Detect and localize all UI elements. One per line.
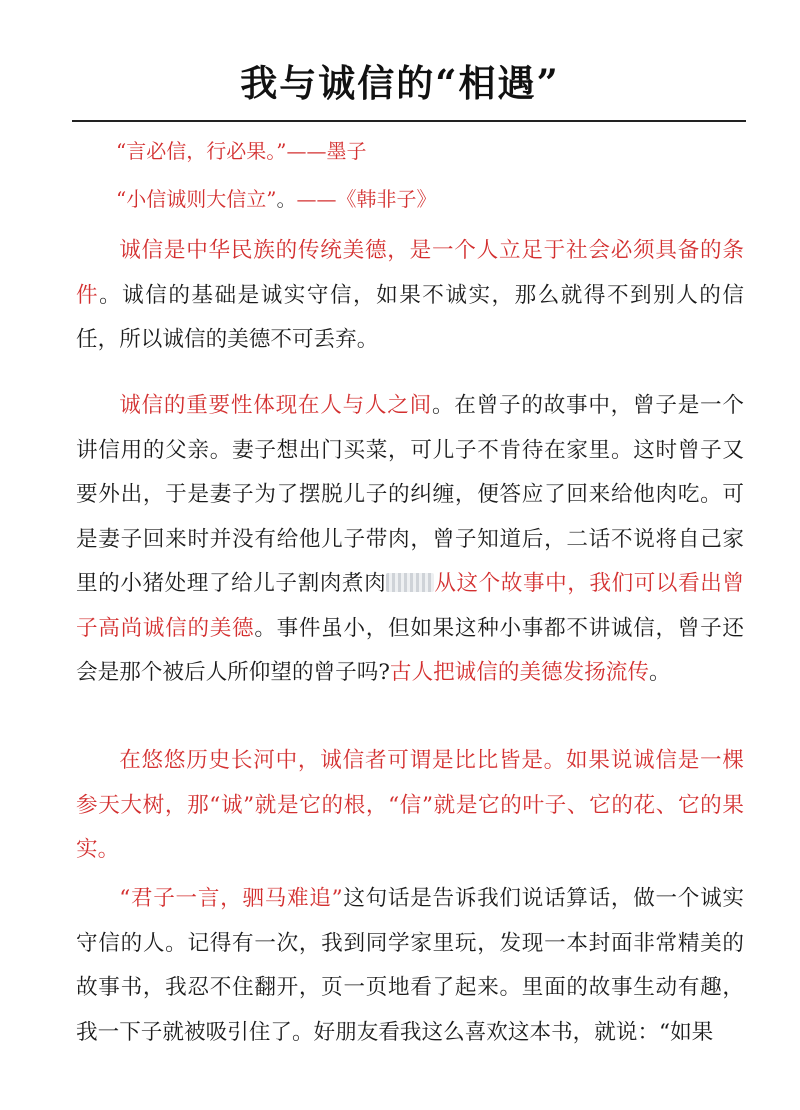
title-divider xyxy=(72,120,746,122)
paragraph-2-body-2: 。事件虽小，但如果这种小事都不讲诚信，曾子还会是那个被后人所仰望的曾子吗? xyxy=(76,615,744,685)
paragraph-4-highlight: “君子一言，驷马难追” xyxy=(119,886,343,911)
paragraph-2 xyxy=(76,384,744,696)
paragraph-2-highlight-3: 古人把诚信的美德发扬流传 xyxy=(389,660,650,685)
paragraph-3-highlight: 在悠悠历史长河中，诚信者可谓是比比皆是。如果说诚信是一棵参天大树，那“诚”就是它的根，“信”就是它的叶子、它的花、它的果实。 xyxy=(76,748,744,862)
paragraph-1 xyxy=(76,229,744,363)
paragraph-2-highlight-1: 诚信的重要性体现在人与人之间 xyxy=(119,393,432,418)
quote-hanfeizi xyxy=(116,184,436,214)
paragraph-2-end: 。 xyxy=(649,660,671,685)
quote-mozi xyxy=(116,136,366,166)
quote-mozi-text: “言必信，行必果。”——墨子 xyxy=(116,139,367,163)
quote-hanfeizi-source: ——《韩非子》 xyxy=(296,187,437,211)
paragraph-1-body: 。诚信的基础是诚实守信，如果不诚实，那么就得不到别人的信任，所以诚信的美德不可丢弃。 xyxy=(76,282,744,352)
paragraph-4-body: 这句话是告诉我们说话算话，做一个诚实守信的人。记得有一次，我到同学家里玩，发现一本封面非常精美的故事书，我忍不住翻开，页一页地看了起来。里面的故事生动有趣，我一下子就被吸引住了。好朋友看我这么喜欢这本书，就说：“如果 xyxy=(76,886,744,1045)
quote-hanfeizi-period: 。 xyxy=(276,187,297,211)
paragraph-4 xyxy=(76,877,744,1055)
paragraph-2-body-1: 。在曾子的故事中，曾子是一个讲信用的父亲。妻子想出门买菜，可儿子不肯待在家里。这时曾子又要外出，于是妻子为了摆脱儿子的纠缠，便答应了回来给他肉吃。可是妻子回来时并没有给他儿子带肉，曾子知道后，二话不说将自己家里的小猪处理了给儿子割肉煮肉 xyxy=(76,393,744,596)
page-title: 我与诚信的“相遇” xyxy=(240,61,560,105)
blurred-watermark xyxy=(386,573,434,592)
paragraph-3 xyxy=(76,739,744,873)
paragraph-1-highlight: 诚信是中华民族的传统美德，是一个人立足于社会必须具备的条件 xyxy=(76,238,744,308)
paragraph-2-highlight-2: 从这个故事中，我们可以看出曾子高尚诚信的美德 xyxy=(76,571,744,641)
quote-hanfeizi-text: “小信诚则大信立” xyxy=(116,187,277,211)
